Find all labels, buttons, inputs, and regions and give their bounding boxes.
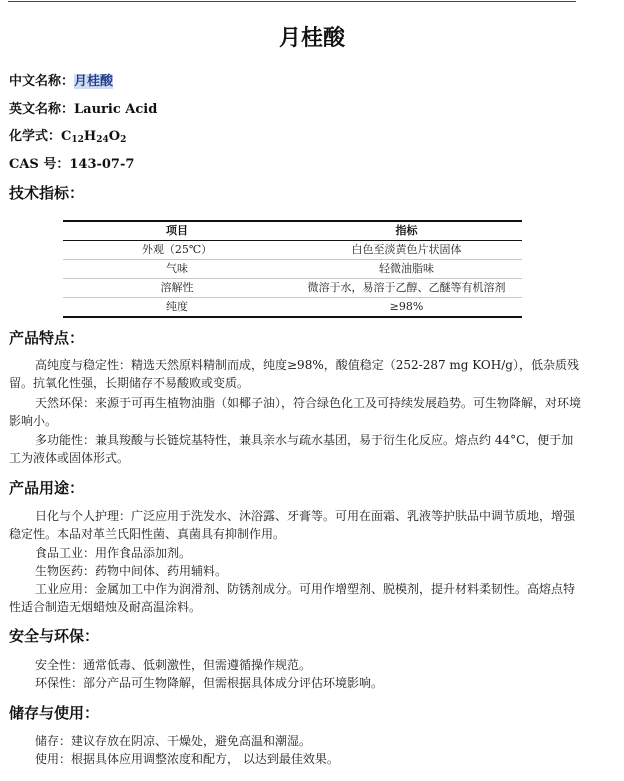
chinese-name-value: 月桂酸 xyxy=(74,74,114,89)
formula-field xyxy=(9,128,126,146)
chinese-name-label: 中文名称： xyxy=(9,74,75,89)
table-row xyxy=(63,298,522,318)
document-title: 月桂酸 xyxy=(278,26,345,51)
table-cell: 溶解性 xyxy=(160,281,194,294)
table-row xyxy=(63,279,522,298)
table-cell: ≥98% xyxy=(389,300,424,313)
cas-field xyxy=(9,156,134,174)
storage-paragraph: 使用：根据具体应用调整浓度和配方， 以达到最佳效果。 xyxy=(35,752,339,766)
use-paragraph: 工业应用：金属加工中作为润滑剂、防锈剂成分。可用作增塑剂、脱模剂，提升材料柔韧性。高熔点特性适合制造无烟蜡烛及耐高温涂料。 xyxy=(9,582,576,614)
storage-paragraph: 储存：建议存放在阴凉、干燥处，避免高温和潮湿。 xyxy=(35,734,312,748)
storage-heading: 储存与使用： xyxy=(9,704,100,722)
column-header-item: 项目 xyxy=(166,224,188,237)
table-cell: 微溶于水，易溶于乙醇、乙醚等有机溶剂 xyxy=(307,281,506,294)
uses-heading: 产品用途： xyxy=(9,479,85,497)
english-name-field xyxy=(9,101,157,119)
feature-paragraph: 高纯度与稳定性：精选天然原料精制而成，纯度≥98%，酸值稳定（252-287 mg KOH/g），低杂质残留。抗氧化性强，长期储存不易酸败或变质。 xyxy=(9,358,579,390)
cas-value: 143-07-7 xyxy=(69,157,135,172)
table-header-row xyxy=(63,221,522,241)
column-header-spec: 指标 xyxy=(395,224,418,237)
table-cell: 白色至淡黄色片状固体 xyxy=(351,243,462,256)
specs-heading: 技术指标： xyxy=(9,184,85,202)
english-name-label: 英文名称： xyxy=(9,102,75,117)
chemical-formula: $C_{12}H_{24}O_2$ xyxy=(61,129,127,145)
feature-paragraph: 多功能性：兼具羧酸与长链烷基特性，兼具亲水与疏水基团，易于衍生化反应。熔点约 44°C，便于加工为液体或固体形式。 xyxy=(9,433,574,465)
formula-label: 化学式： xyxy=(9,129,62,144)
cas-label: CAS 号： xyxy=(9,157,70,172)
use-paragraph: 生物医药：药物中间体、药用辅料。 xyxy=(35,564,228,578)
table-cell: 轻微油脂味 xyxy=(379,262,434,275)
safety-heading: 安全与环保： xyxy=(9,627,100,645)
specifications-table xyxy=(63,220,522,318)
top-rule xyxy=(8,1,576,2)
table-row xyxy=(63,260,522,279)
table-cell: 外观（25℃） xyxy=(141,243,213,256)
table-cell: 气味 xyxy=(166,262,188,275)
safety-paragraph: 环保性：部分产品可生物降解，但需根据具体成分评估环境影响。 xyxy=(35,676,384,690)
use-paragraph: 日化与个人护理：广泛应用于洗发水、沐浴露、牙膏等。可用在面霜、乳液等护肤品中调节质地，增强稳定性。本品对革兰氏阳性菌、真菌具有抑制作用。 xyxy=(9,509,576,541)
chinese-name-field xyxy=(9,73,113,91)
table-cell: 纯度 xyxy=(166,300,188,313)
use-paragraph: 食品工业：用作食品添加剂。 xyxy=(35,546,192,560)
features-heading: 产品特点： xyxy=(9,329,85,347)
table-row xyxy=(63,241,522,260)
feature-paragraph: 天然环保：来源于可再生植物油脂（如椰子油），符合绿色化工及可持续发展趋势。可生物降解，对环境影响小。 xyxy=(9,396,582,428)
english-name-value: Lauric Acid xyxy=(74,102,158,117)
safety-paragraph: 安全性：通常低毒、低刺激性，但需遵循操作规范。 xyxy=(35,658,312,672)
